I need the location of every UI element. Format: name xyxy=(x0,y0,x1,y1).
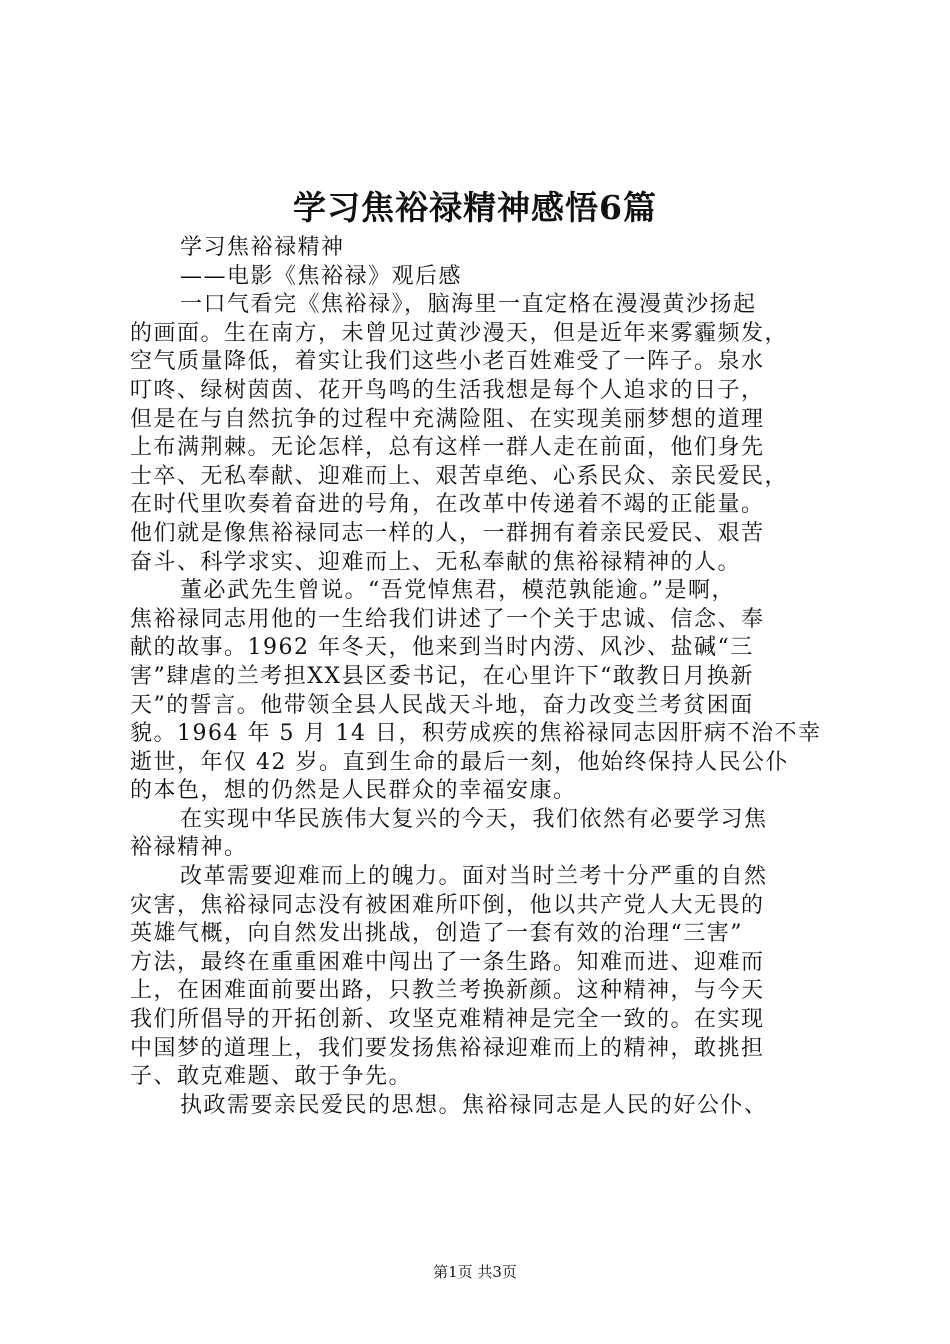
text-line: 士卒、无私奉献、迎难而上、艰苦卓绝、心系民众、亲民爱民， xyxy=(130,463,789,489)
text-line: ——电影《焦裕禄》观后感 xyxy=(180,263,463,289)
text-line: 在时代里吹奏着奋进的号角，在改革中传递着不竭的正能量。 xyxy=(130,492,765,518)
document-title: 学习焦裕禄精神感悟6篇 xyxy=(293,188,657,227)
text-line: 但是在与自然抗争的过程中充满险阻、在实现美丽梦想的道理 xyxy=(130,406,765,432)
text-line: 裕禄精神。 xyxy=(130,835,248,861)
text-line: 学习焦裕禄精神 xyxy=(180,235,345,260)
page-footer: 第1页 共3页 xyxy=(433,1263,517,1281)
text-line: 献的故事。1962 年冬天，他来到当时内涝、风沙、盐碱“三 xyxy=(130,635,754,661)
text-line: 执政需要亲民爱民的思想。焦裕禄同志是人民的好公仆、 xyxy=(180,1092,768,1118)
text-line: 方法，最终在重重困难中闯出了一条生路。知难而进、迎难而 xyxy=(130,949,765,975)
text-line: 他们就是像焦裕禄同志一样的人，一群拥有着亲民爱民、艰苦 xyxy=(130,520,765,546)
text-line: 天”的誓言。他带领全县人民战天斗地，奋力改变兰考贫困面 xyxy=(130,692,754,718)
text-line: 的本色，想的仍然是人民群众的幸福安康。 xyxy=(130,778,577,804)
text-line: 上，在困难面前要出路，只教兰考换新颜。这种精神，与今天 xyxy=(130,978,765,1004)
text-line: 逝世，年仅 42 岁。直到生命的最后一刻，他始终保持人民公仆 xyxy=(130,749,789,775)
text-line: 一口气看完《焦裕禄》，脑海里一直定格在漫漫黄沙扬起 xyxy=(180,292,757,318)
text-line: 中国梦的道理上，我们要发扬焦裕禄迎难而上的精神，敢挑担 xyxy=(130,1035,765,1061)
text-line: 董必武先生曾说。“吾党悼焦君，模范孰能逾。”是啊， xyxy=(180,578,735,604)
text-line: 子、敢克难题、敢于争先。 xyxy=(130,1064,413,1090)
text-line: 叮咚、绿树茵茵、花开鸟鸣的生活我想是每个人追求的日子， xyxy=(130,377,765,403)
text-line: 焦裕禄同志用他的一生给我们讲述了一个关于忠诚、信念、奉 xyxy=(130,606,765,632)
text-line: 奋斗、科学求实、迎难而上、无私奉献的焦裕禄精神的人。 xyxy=(130,549,742,575)
text-line: 灾害，焦裕禄同志没有被困难所吓倒，他以共产党人大无畏的 xyxy=(130,892,765,918)
text-line: 英雄气概，向自然发出挑战，创造了一套有效的治理“三害” xyxy=(130,921,743,947)
text-line: 在实现中华民族伟大复兴的今天，我们依然有必要学习焦 xyxy=(180,806,768,832)
document-body xyxy=(130,234,830,1120)
text-line: 上布满荆棘。无论怎样，总有这样一群人走在前面，他们身先 xyxy=(130,435,765,461)
text-line: 空气质量降低，着实让我们这些小老百姓难受了一阵子。泉水 xyxy=(130,349,765,375)
text-line: 的画面。生在南方，未曾见过黄沙漫天，但是近年来雾霾频发， xyxy=(130,320,789,346)
text-line: 害”肆虐的兰考担XX县区委书记，在心里许下“敢教日月换新 xyxy=(130,663,754,689)
text-line: 貌。1964 年 5 月 14 日，积劳成疾的焦裕禄同志因肝病不治不幸 xyxy=(130,721,822,747)
text-line: 我们所倡导的开拓创新、攻坚克难精神是完全一致的。在实现 xyxy=(130,1007,765,1033)
text-line: 改革需要迎难而上的魄力。面对当时兰考十分严重的自然 xyxy=(180,864,768,890)
